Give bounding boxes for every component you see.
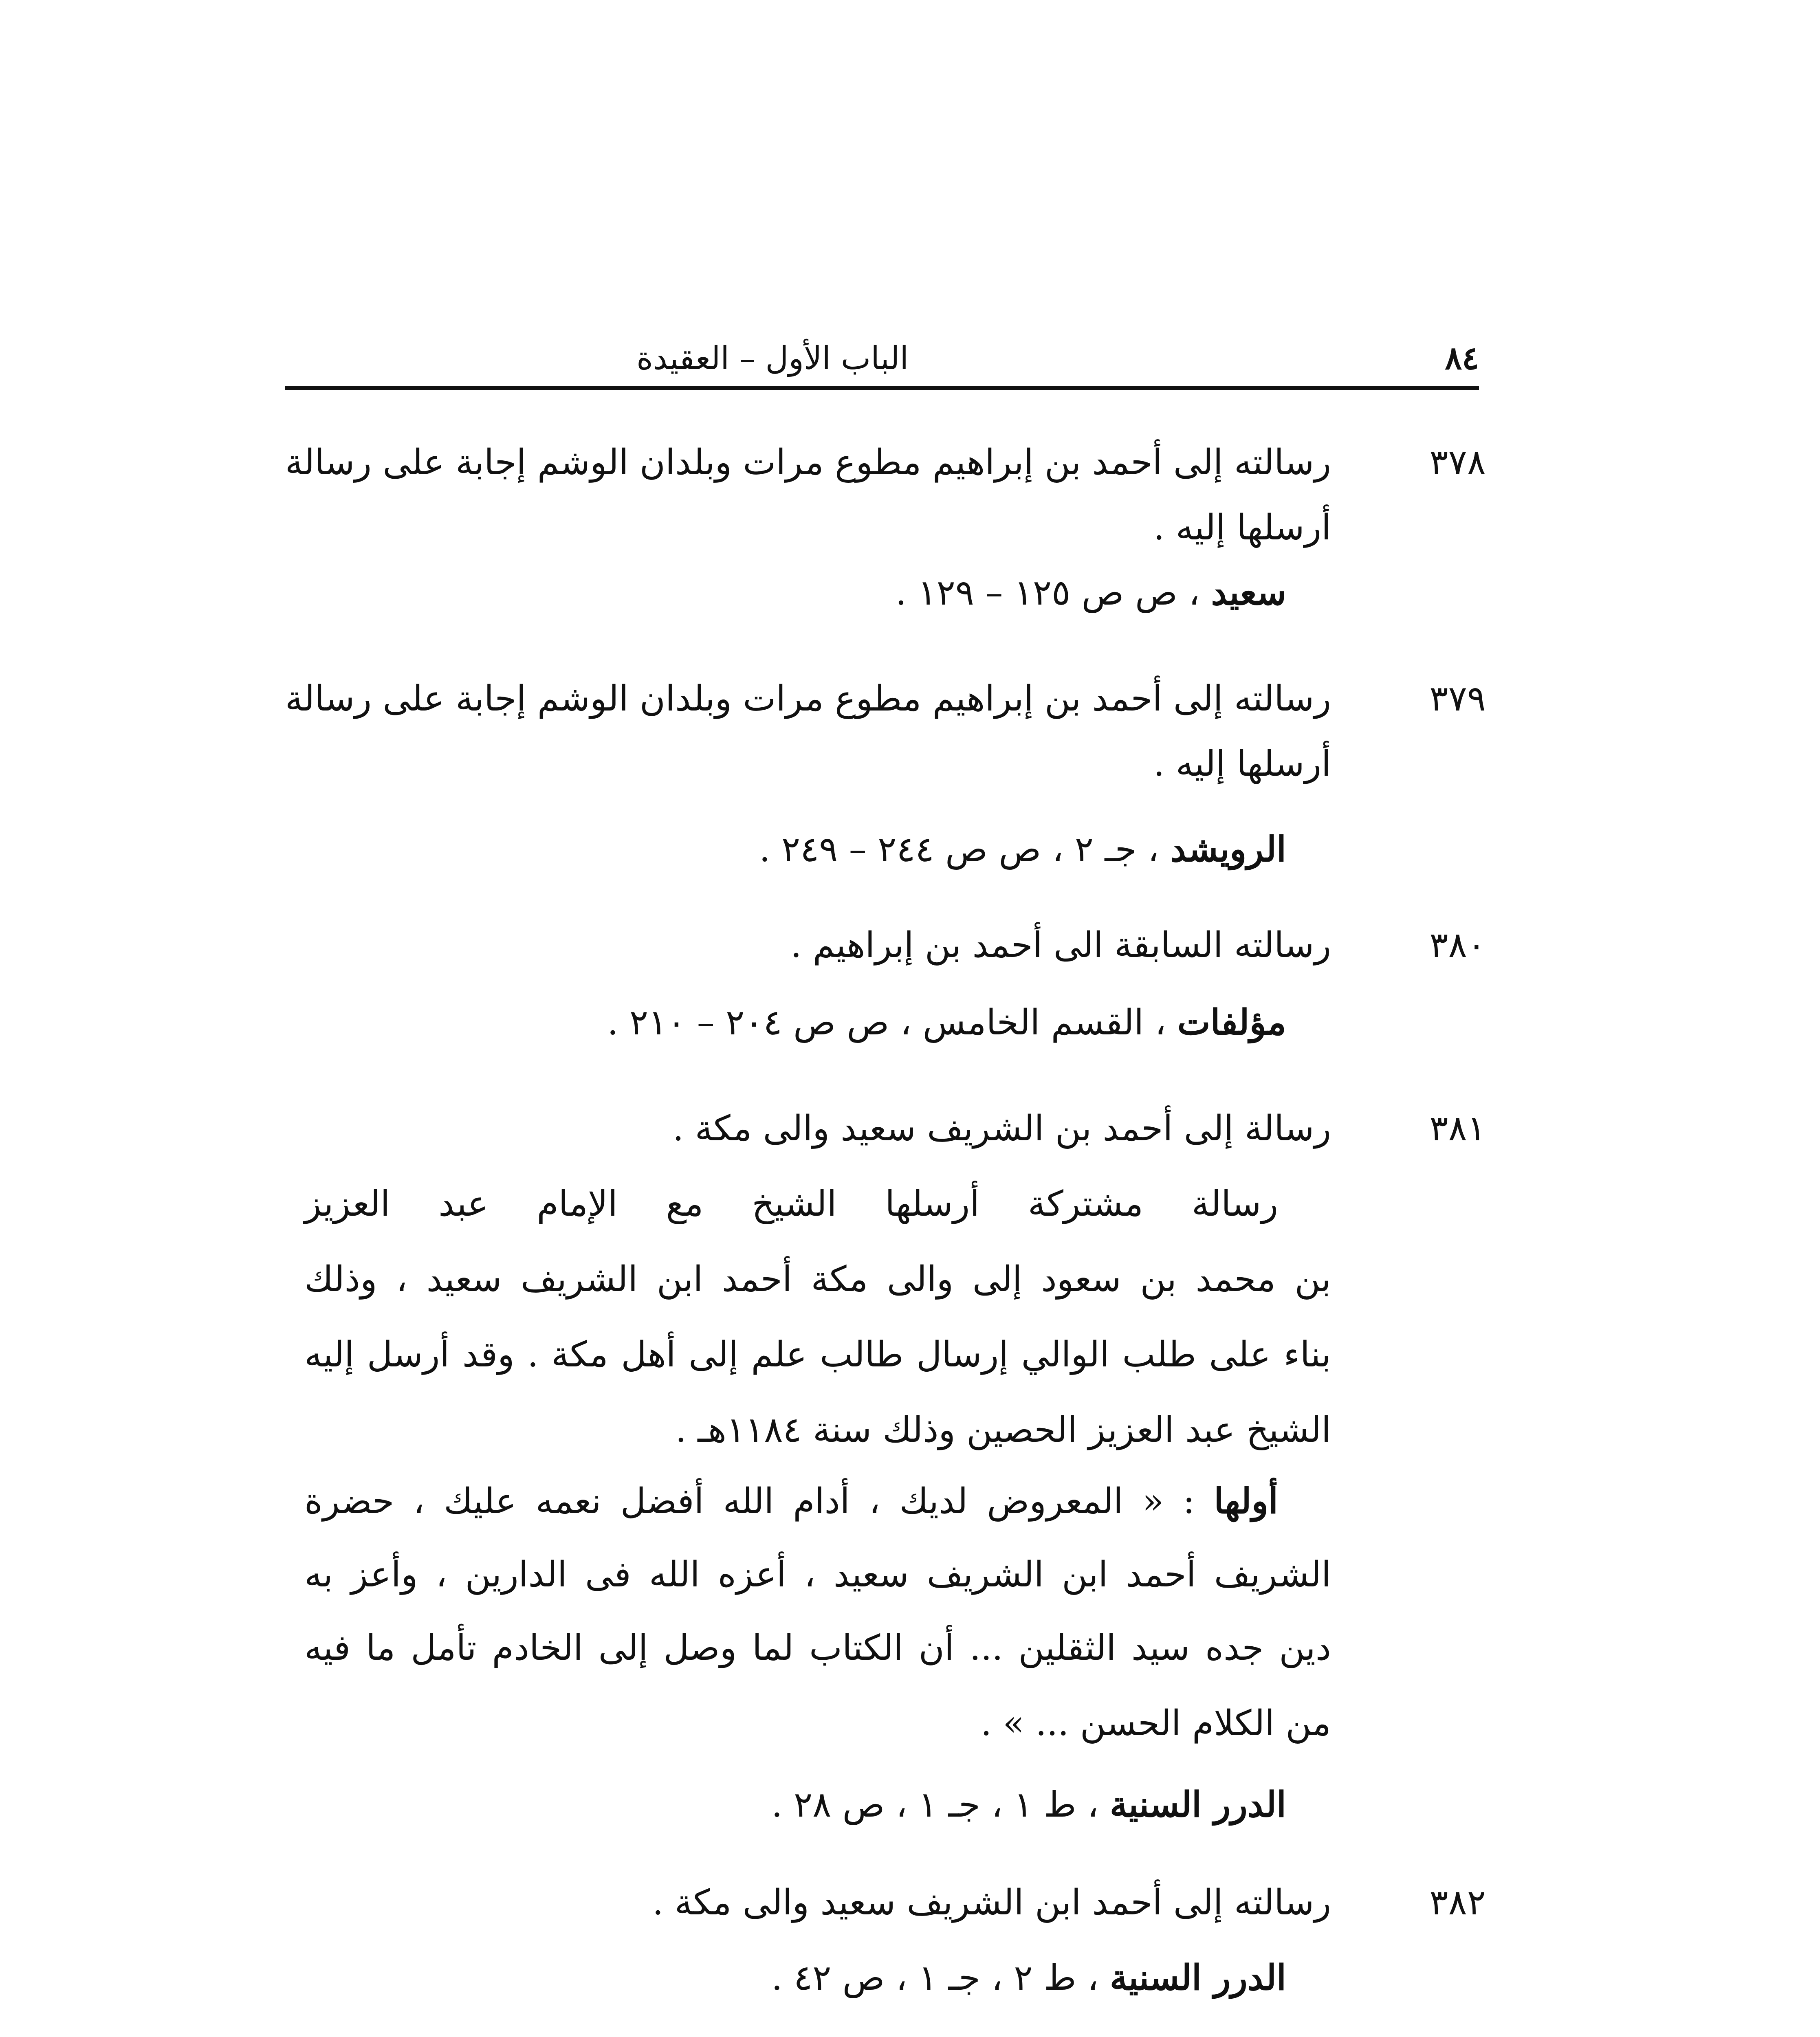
entry-body-line: بن محمد بن سعود إلى والى مكة أحمد ابن الشريف سعيد ، وذلك: [304, 1259, 1331, 1300]
quote-label: أولها: [1214, 1480, 1278, 1522]
entry-quote-line: من الكلام الحسن ... » .: [980, 1703, 1331, 1744]
entry-body-line: الشيخ عبد العزيز الحصين وذلك سنة ١١٨٤هـ .: [675, 1410, 1331, 1450]
entry-number: ٣٨٢: [1429, 1882, 1486, 1923]
section-title: الباب الأول – العقيدة: [636, 340, 909, 377]
reference-detail: ، ط ٢ ، جـ ١ ، ص ٤٢ .: [771, 1958, 1099, 1998]
reference-source: سعيد: [1211, 572, 1286, 613]
entry-quote-line: دين جده سيد الثقلين ... أن الكتاب لما وصل إلى الخادم تأمل ما فيه: [304, 1628, 1331, 1668]
entry-reference: [260, 1953, 1286, 2002]
entry-title-continued: أرسلها إليه .: [1153, 507, 1331, 548]
entry-title: رسالته إلى أحمد ابن الشريف سعيد والى مكة .: [652, 1882, 1331, 1923]
entry-number: ٣٨١: [1429, 1108, 1486, 1149]
entry-title: رسالته إلى أحمد بن إبراهيم مطوع مرات وبلدان الوشم إجابة على رسالة: [285, 442, 1331, 483]
entry-body-line: بناء على طلب الوالي إرسال طالب علم إلى أهل مكة . وقد أرسل إليه: [304, 1334, 1331, 1375]
reference-detail: ، القسم الخامس ، ص ص ٢٠٤ – ٢١٠ .: [607, 1002, 1166, 1043]
entry-reference: [260, 1780, 1286, 1829]
quote-text: : « المعروض لديك ، أدام الله أفضل نعمه عليك ، حضرة: [304, 1481, 1195, 1522]
entry-reference: [260, 998, 1286, 1047]
reference-source: الرويشد: [1170, 829, 1286, 870]
reference-source: الدرر السنية: [1109, 1784, 1286, 1825]
entry-number: ٣٧٨: [1429, 442, 1486, 483]
entry-title: رسالته السابقة الى أحمد بن إبراهيم .: [790, 925, 1331, 966]
page-number: ٨٤: [1445, 340, 1479, 377]
page-header: [285, 322, 1479, 383]
entry-reference: [260, 825, 1286, 874]
entry-title: رسالته إلى أحمد بن إبراهيم مطوع مرات وبلدان الوشم إجابة على رسالة: [285, 678, 1331, 719]
reference-detail: ، جـ ٢ ، ص ص ٢٤٤ – ٢٤٩ .: [759, 829, 1159, 870]
reference-source: الدرر السنية: [1109, 1957, 1286, 1998]
entry-number: ٣٨٠: [1429, 925, 1486, 966]
reference-source: مؤلفات: [1177, 1002, 1286, 1043]
entry-number: ٣٧٩: [1429, 678, 1486, 719]
entry-reference: [260, 568, 1286, 617]
entry-quote-line: الشريف أحمد ابن الشريف سعيد ، أعزه الله فى الدارين ، وأعز به: [304, 1554, 1331, 1595]
entry-title: رسالة إلى أحمد بن الشريف سعيد والى مكة .: [672, 1108, 1331, 1149]
header-rule: [285, 386, 1479, 390]
reference-detail: ، ط ١ ، جـ ١ ، ص ٢٨ .: [771, 1784, 1099, 1825]
entry-body-line: رسالة مشتركة أرسلها الشيخ مع الإمام عبد العزيز: [304, 1183, 1278, 1224]
reference-detail: ، ص ص ١٢٥ – ١٢٩ .: [895, 572, 1200, 613]
entry-quote-line: [304, 1477, 1278, 1526]
entry-title-continued: أرسلها إليه .: [1153, 744, 1331, 784]
